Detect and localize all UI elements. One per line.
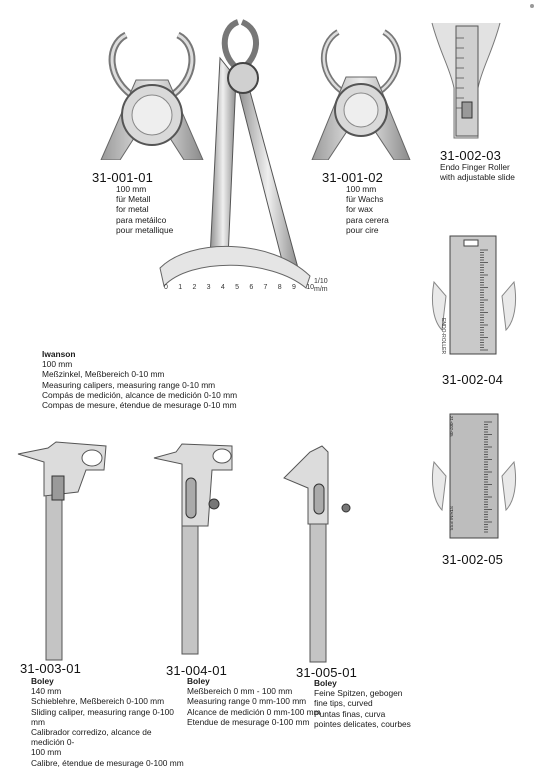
boley-caliper-31-004-01-image (152, 442, 236, 656)
desc-line: 140 mm (31, 686, 62, 697)
endo-roller-05-stainless: STAINLESS (449, 506, 454, 531)
scale-unit-bottom: m/m (314, 286, 328, 293)
endo-roller-31-002-05-image (428, 412, 520, 540)
description-31-001-01 (116, 184, 173, 235)
corner-dot (530, 4, 534, 8)
scale-number: 1 (178, 284, 183, 291)
product-code-31-005-01: 31-005-01 (296, 665, 358, 680)
scale-number: 9 (291, 284, 296, 291)
product-code-31-004-01: 31-004-01 (166, 663, 228, 678)
scale-number: 10 (306, 284, 314, 291)
desc-line: Sliding caliper, measuring range 0-100 mm (31, 706, 174, 727)
description-31-002-03 (440, 162, 515, 182)
boley-title: Boley (31, 676, 54, 686)
desc-line: 100 mm (31, 747, 62, 758)
iwanson-title: Iwanson (42, 349, 76, 359)
desc-line: Endo Finger Roller (440, 162, 510, 172)
scale-unit (314, 278, 328, 294)
desc-line: pour metallique (116, 224, 174, 235)
endo-finger-roller-image (426, 18, 506, 143)
desc-line: Alcance de medición 0 mm-100 mm (187, 706, 321, 717)
desc-line: Puntas finas, curva (314, 708, 386, 719)
boley-caliper-31-003-01-image (16, 440, 108, 662)
product-code-31-001-02: 31-001-02 (322, 170, 384, 185)
desc-line: para metáilco (116, 214, 167, 225)
desc-line: Measuring calipers, measuring range 0-10 mm (42, 379, 216, 390)
desc-line: for metal (116, 204, 149, 215)
scale-number: 6 (249, 284, 254, 291)
desc-line: Feine Spitzen, gebogen (314, 688, 403, 699)
desc-line: für Metall (116, 194, 151, 205)
description-31-003-01 (31, 676, 186, 768)
scale-number: 3 (206, 284, 211, 291)
desc-line: Calibrador corredizo, alcance de medición 0- (31, 727, 152, 748)
product-code-31-002-05: 31-002-05 (442, 552, 504, 567)
product-code-31-003-01: 31-003-01 (20, 661, 82, 676)
scale-number: 5 (235, 284, 239, 291)
desc-line: 100 mm (346, 184, 377, 194)
desc-line: Compás de medición, alcance de medición 0-10 mm (42, 389, 238, 400)
boley-caliper-31-005-01-image (282, 444, 354, 664)
boley-title: Boley (187, 676, 210, 686)
boley-title: Boley (314, 678, 337, 688)
desc-line: pointes delicates, courbes (314, 718, 411, 729)
scale-number: 7 (263, 284, 268, 291)
scale-number: 8 (277, 284, 282, 291)
description-iwanson (42, 349, 237, 410)
description-31-005-01 (314, 678, 411, 729)
desc-line: 100 mm (116, 184, 147, 194)
description-31-001-02 (346, 184, 389, 235)
desc-line: Compas de mesure, étendue de mesurage 0-10 mm (42, 400, 237, 411)
desc-line: with adjustable slide (440, 172, 515, 183)
desc-line: Measuring range 0 mm-100 mm (187, 696, 307, 707)
product-code-31-002-03: 31-002-03 (440, 148, 502, 163)
desc-line: Meßzinkel, Meßbereich 0-10 mm (42, 369, 165, 380)
desc-line: für Wachs (346, 194, 384, 205)
endo-roller-05-top-label: 31-002-05 (449, 416, 454, 437)
desc-line: para cerera (346, 214, 389, 225)
scale-unit-top: 1/10 (314, 278, 328, 285)
desc-line: for wax (346, 204, 373, 215)
endo-roller-label: ENDO-ROLLER (440, 318, 446, 355)
desc-line: Calibre, étendue de mesurage 0-100 mm (31, 757, 184, 768)
scale-number: 4 (220, 284, 225, 291)
desc-line: Etendue de mesurage 0-100 mm (187, 716, 310, 727)
desc-line: fine tips, curved (314, 698, 373, 709)
desc-line: Meßbereich 0 mm - 100 mm (187, 686, 293, 697)
product-code-31-001-01: 31-001-01 (92, 170, 154, 185)
desc-line: pour cire (346, 224, 379, 235)
scale-number: 0 (164, 284, 168, 291)
description-31-004-01 (187, 676, 321, 727)
product-code-31-002-04: 31-002-04 (442, 372, 504, 387)
desc-line: Schieblehre, Meßbereich 0-100 mm (31, 696, 165, 707)
iwanson-caliper-image (150, 18, 330, 308)
caliper-scale (164, 284, 314, 291)
scale-number: 2 (192, 284, 197, 291)
desc-line: 100 mm (42, 359, 73, 370)
